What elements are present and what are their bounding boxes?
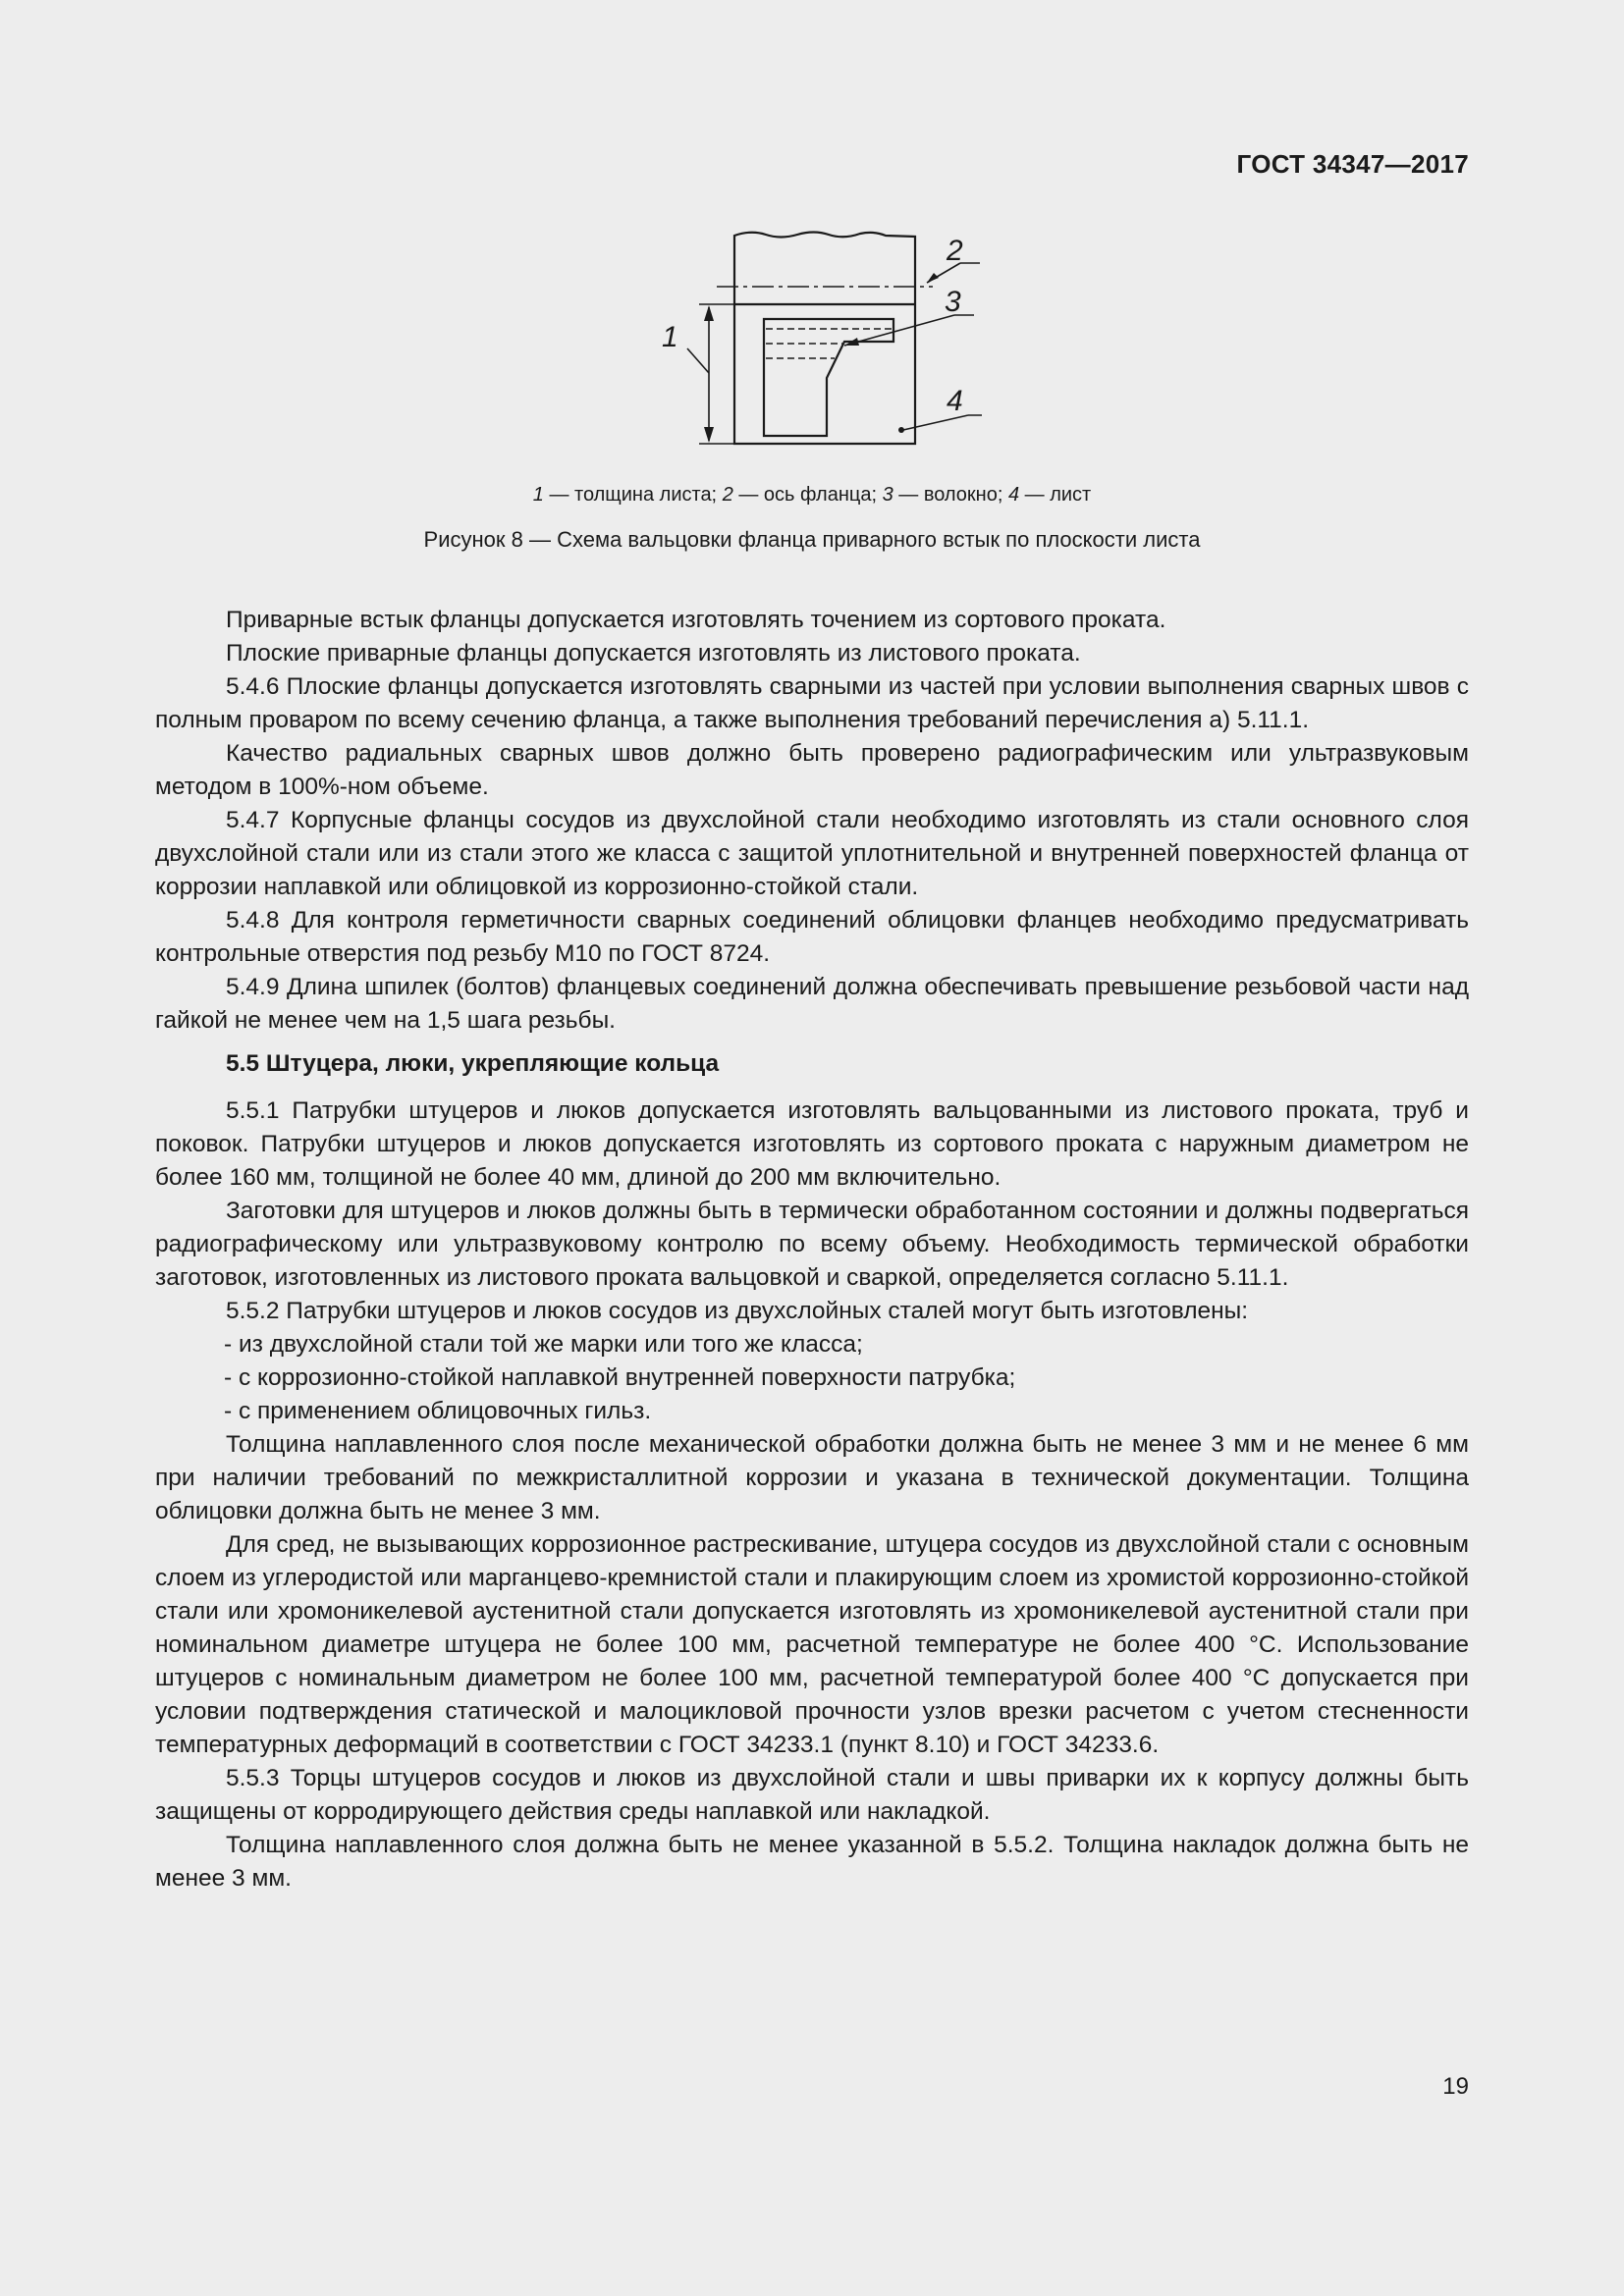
legend-num-2: 2 — [722, 484, 733, 506]
figure-8-diagram — [648, 221, 982, 452]
paragraph: 5.5.2 Патрубки штуцеров и люков сосудов из двухслойных сталей могут быть изготовлены: — [226, 1298, 1249, 1324]
paragraph: Толщина наплавленного слоя должна быть не менее указанной в 5.5.2. Толщина накладок должна быть не менее 3 мм. — [155, 1832, 1469, 1892]
legend-text-2: — ось фланца; — [732, 484, 883, 506]
paragraph: 5.4.8 Для контроля герметичности сварных соединений облицовки фланцев необходимо предусматривать контрольные отверстия под резьбу М10 по ГОСТ 8724. — [155, 907, 1469, 967]
dim-arrow-top — [704, 305, 714, 321]
figure-caption: Рисунок 8 — Схема вальцовки фланца приварного встык по плоскости листа — [423, 527, 1201, 552]
legend-num-3: 3 — [882, 484, 893, 506]
list-item: - с применением облицовочных гильз. — [224, 1398, 652, 1424]
paragraph: Толщина наплавленного слоя после механической обработки должна быть не менее 3 мм и не менее 6 мм при наличии требований по межкристаллитной коррозии и указана в технической документации. Толщина облицовки должна быть не менее 3 мм. — [155, 1431, 1469, 1524]
list-item: - из двухслойной стали той же марки или того же класса; — [224, 1331, 863, 1358]
document-header: ГОСТ 34347—2017 — [1236, 149, 1469, 179]
paragraph: Заготовки для штуцеров и люков должны быть в термически обработанном состоянии и должны подвергаться радиографическому или ультразвуковому контролю по всему объему. Необходимость термической обработки заготовок, изготовленных из листового проката вальцовкой и сваркой, определяется согласно 5.11.1. — [155, 1198, 1469, 1291]
flange-rolling-diagram — [648, 221, 982, 452]
page-number: 19 — [1442, 2073, 1469, 2100]
legend-num-4: 4 — [1007, 484, 1020, 506]
list-item: - с коррозионно-стойкой наплавкой внутренней поверхности патрубка; — [224, 1364, 1016, 1391]
sheet-outline — [734, 233, 915, 445]
paragraph: Качество радиальных сварных швов должно быть проверено радиографическим или ультразвуковым методом в 100%-ном объеме. — [155, 740, 1469, 800]
paragraph: 5.4.6 Плоские фланцы допускается изготовлять сварными из частей при условии выполнения сварных швов с полным проваром по всему сечению фланца, а также выполнения требований перечисления а) 5.11.1. — [155, 673, 1469, 733]
figure-legend — [0, 484, 1624, 507]
label-1: 1 — [662, 321, 678, 353]
paragraph: 5.4.9 Длина шпилек (болтов) фланцевых соединений должна обеспечивать превышение резьбовой части над гайкой не менее чем на 1,5 шага резьбы. — [155, 974, 1469, 1034]
section-heading: 5.5 Штуцера, люки, укрепляющие кольца — [226, 1050, 720, 1077]
paragraph: 5.5.1 Патрубки штуцеров и люков допускается изготовлять вальцованными из листового проката, труб и поковок. Патрубки штуцеров и люков допускается изготовлять из сортового проката с наружным диаметром не более 160 мм, толщиной не более 40 мм, длиной до 200 мм включительно. — [155, 1097, 1469, 1191]
paragraph: Приварные встык фланцы допускается изготовлять точением из сортового проката. — [226, 607, 1166, 633]
label-2: 2 — [947, 235, 963, 267]
paragraph: 5.4.7 Корпусные фланцы сосудов из двухслойной стали необходимо изготовлять из стали основного слоя двухслойной стали или из стали этого же класса с защитой уплотнительной и внутренней поверхностей фланца от коррозии наплавкой или облицовкой из коррозионно-стойкой стали. — [155, 807, 1469, 900]
legend-text-4: — лист — [1019, 484, 1092, 506]
label-1-leader — [687, 348, 709, 373]
legend-num-1: 1 — [532, 484, 544, 506]
label-4-leader — [903, 415, 968, 430]
body-text — [155, 604, 1469, 1896]
label-3: 3 — [945, 286, 961, 318]
dim-arrow-bottom — [704, 427, 714, 443]
legend-text-1: — толщина листа; — [543, 484, 723, 506]
label-4-dot — [898, 427, 904, 433]
paragraph: 5.5.3 Торцы штуцеров сосудов и люков из двухслойной стали и швы приварки их к корпусу должны быть защищены от корродирующего действия среды наплавкой или накладкой. — [155, 1765, 1469, 1825]
paragraph: Для сред, не вызывающих коррозионное растрескивание, штуцера сосудов из двухслойной стали с основным слоем из углеродистой или марганцево-кремнистой стали и плакирующим слоем из хромистой коррозионно-стойкой стали или хромоникелевой аустенитной стали допускается изготовлять из хромоникелевой аустенитной стали при номинальном диаметре штуцера не более 100 мм, расчетной температуре не более 400 °С. Использование штуцеров с номинальным диаметром не более 100 мм, расчетной температурой более 400 °С допускается при условии подтверждения статической и малоцикловой прочности узлов врезки расчетом с учетом стесненности температурных деформаций в соответствии с ГОСТ 34233.1 (пункт 8.10) и ГОСТ 34233.6. — [155, 1531, 1469, 1758]
label-4: 4 — [947, 385, 963, 417]
legend-text-3: — волокно; — [893, 484, 1008, 506]
label-2-arrowhead — [927, 273, 939, 283]
paragraph: Плоские приварные фланцы допускается изготовлять из листового проката. — [226, 640, 1081, 667]
